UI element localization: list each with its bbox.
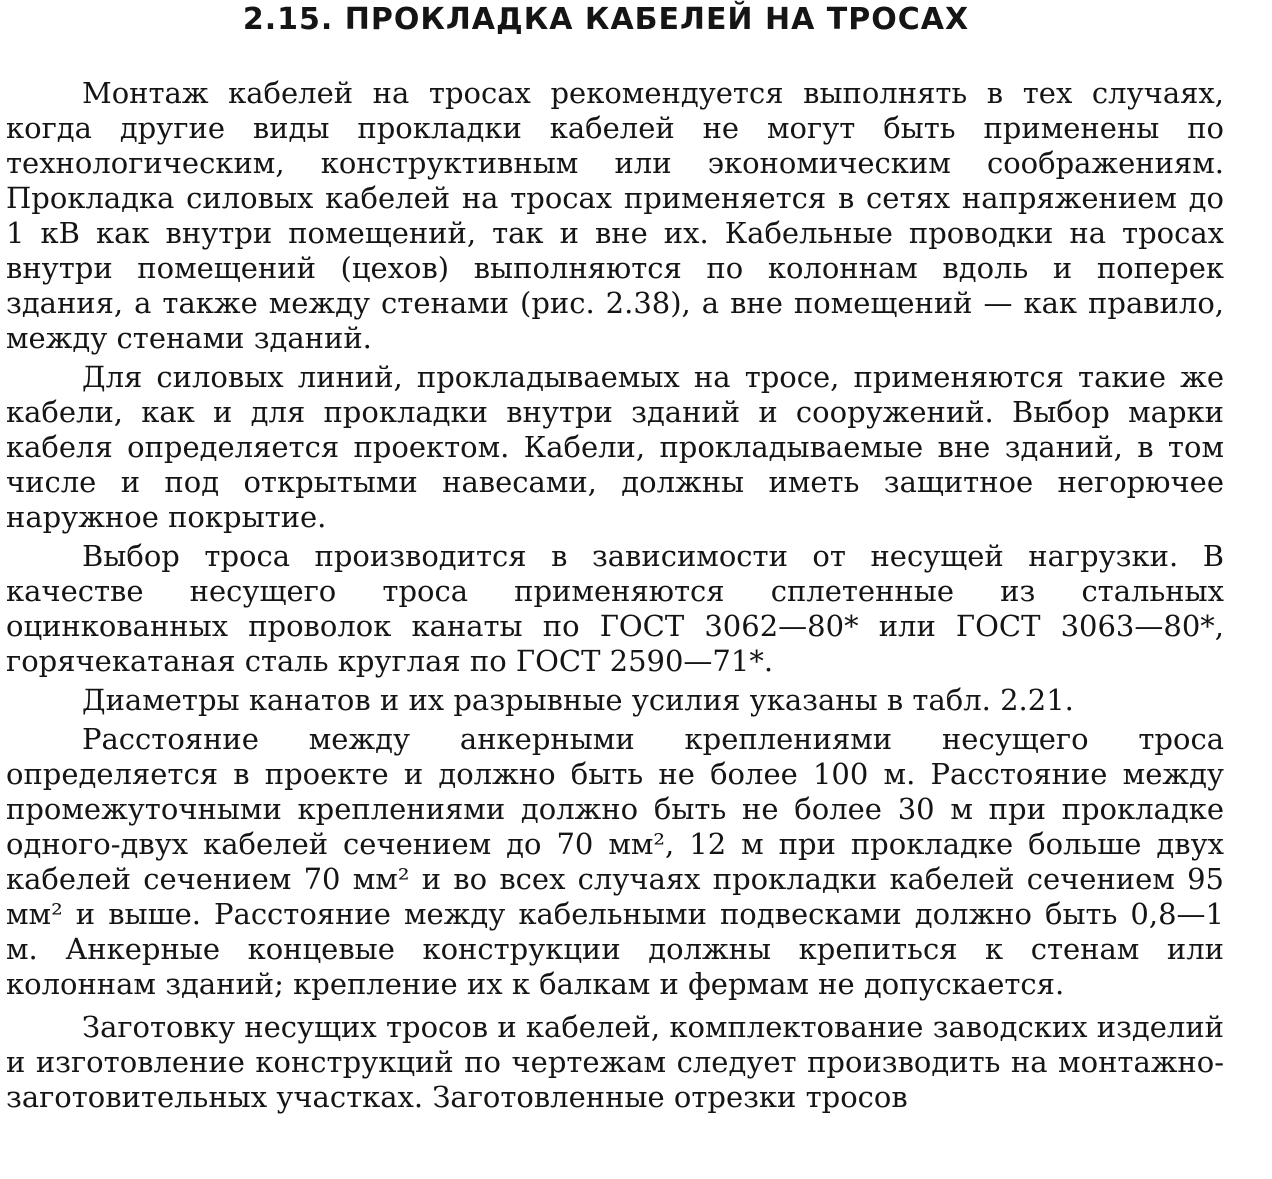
paragraph-rope-selection: Выбор троса производится в зависимости от несущей нагрузки. В качестве несущего троса применяются сплетенные из стальных оцинкованных проволок канаты по ГОСТ 3062—80* или ГОСТ 3063—80*, горячекатаная сталь круглая по ГОСТ 2590—71*.	[6, 539, 1224, 678]
body-text	[6, 76, 1224, 1119]
paragraph-rope-diameters: Диаметры канатов и их разрывные усилия указаны в табл. 2.21.	[82, 683, 1074, 717]
paragraph-preparation: Заготовку несущих тросов и кабелей, комплектование заводских изделий и изготовление конструкций по чертежам следует производить на монтажно-заготовительных участках. Заготовленные отрезки тросов	[6, 1010, 1224, 1114]
paragraph-cable-types: Для силовых линий, прокладываемых на тросе, применяются такие же кабели, как и для прокладки внутри зданий и сооружений. Выбор марки кабеля определяется проектом. Кабели, прокладываемые вне зданий, в том числе и под открытыми навесами, должны иметь защитное негорючее наружное покрытие.	[6, 360, 1224, 534]
section-title: 2.15. ПРОКЛАДКА КАБЕЛЕЙ НА ТРОСАХ	[242, 2, 970, 37]
paragraph-cable-mounting: Монтаж кабелей на тросах рекомендуется выполнять в тех случаях, когда другие виды прокладки кабелей не могут быть применены по технологическим, конструктивным или экономическим соображениям. Прокладка силовых кабелей на тросах применяется в сетях напряжением до 1 кВ как внутри помещений, так и вне их. Кабельные проводки на тросах внутри помещений (цехов) выполняются по колоннам вдоль и поперек здания, а также между стенами (рис. 2.38), а вне помещений — как правило, между стенами зданий.	[6, 76, 1224, 355]
document-page	[6, 0, 1224, 1114]
paragraph-anchor-distances: Расстояние между анкерными креплениями несущего троса определяется в проекте и должно быть не более 100 м. Расстояние между промежуточными креплениями должно быть не более 30 м при прокладке одного-двух кабелей сечением до 70 мм², 12 м при прокладке больше двух кабелей сечением 70 мм² и во всех случаях прокладки кабелей сечением 95 мм² и выше. Расстояние между кабельными подвесками должно быть 0,8—1 м. Анкерные концевые конструкции должны крепиться к стенам или колоннам зданий; крепление их к балкам и фермам не допускается.	[6, 722, 1224, 1001]
